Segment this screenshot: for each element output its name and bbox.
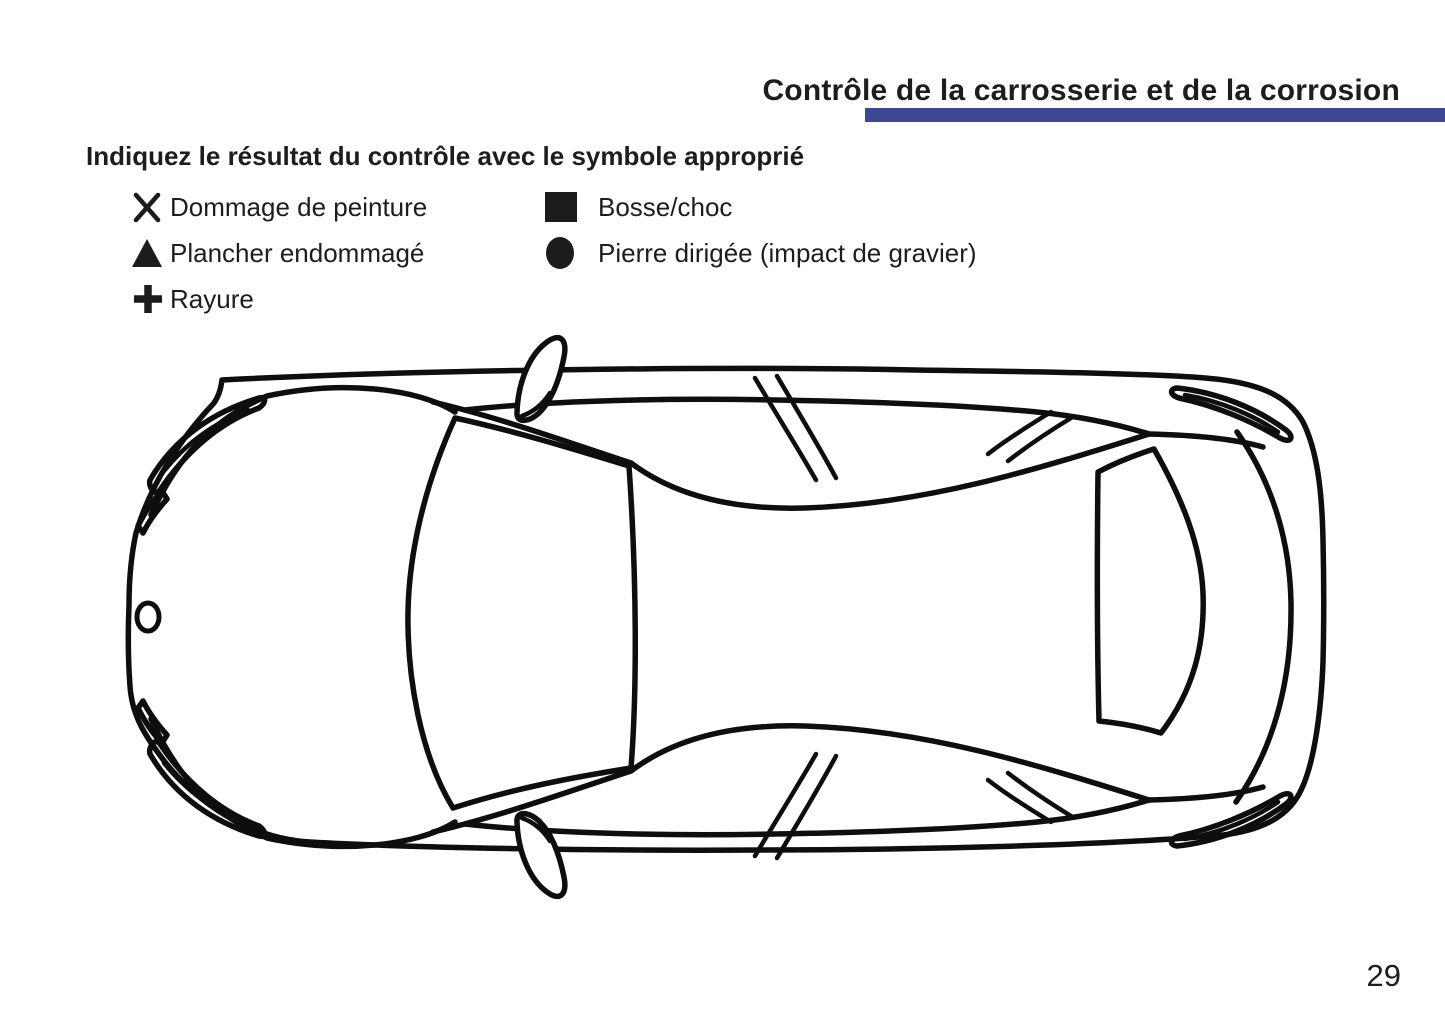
side-mirror-left <box>517 338 565 421</box>
x-mark-icon <box>131 190 167 224</box>
circle-icon <box>544 236 580 270</box>
legend-item-paint-damage <box>131 190 427 224</box>
legend-item-scratch <box>131 282 254 316</box>
square-icon <box>544 190 580 224</box>
legend-label: Plancher endommagé <box>170 237 425 268</box>
car-body-outline <box>128 368 1323 850</box>
legend-item-dent <box>544 190 732 224</box>
legend-label: Rayure <box>170 283 254 314</box>
page-title: Contrôle de la carrosserie et de la corrosion <box>762 74 1400 107</box>
legend-label: Pierre dirigée (impact de gravier) <box>598 237 977 268</box>
side-mirror-right <box>517 814 565 897</box>
legend-label: Dommage de peinture <box>170 191 428 222</box>
instruction-heading: Indiquez le résultat du contrôle avec le symbole approprié <box>86 141 805 171</box>
title-underline <box>865 108 1445 122</box>
rear-window <box>1097 449 1203 733</box>
legend-item-floor-damage <box>131 236 424 270</box>
washer-nozzle <box>137 603 159 631</box>
legend-item-stone-chip <box>544 236 977 270</box>
plus-icon <box>131 282 167 316</box>
car-top-view-diagram <box>115 330 1345 910</box>
windshield <box>408 418 635 808</box>
legend-label: Bosse/choc <box>598 191 733 222</box>
triangle-icon <box>131 236 167 270</box>
page-number: 29 <box>1366 958 1401 993</box>
